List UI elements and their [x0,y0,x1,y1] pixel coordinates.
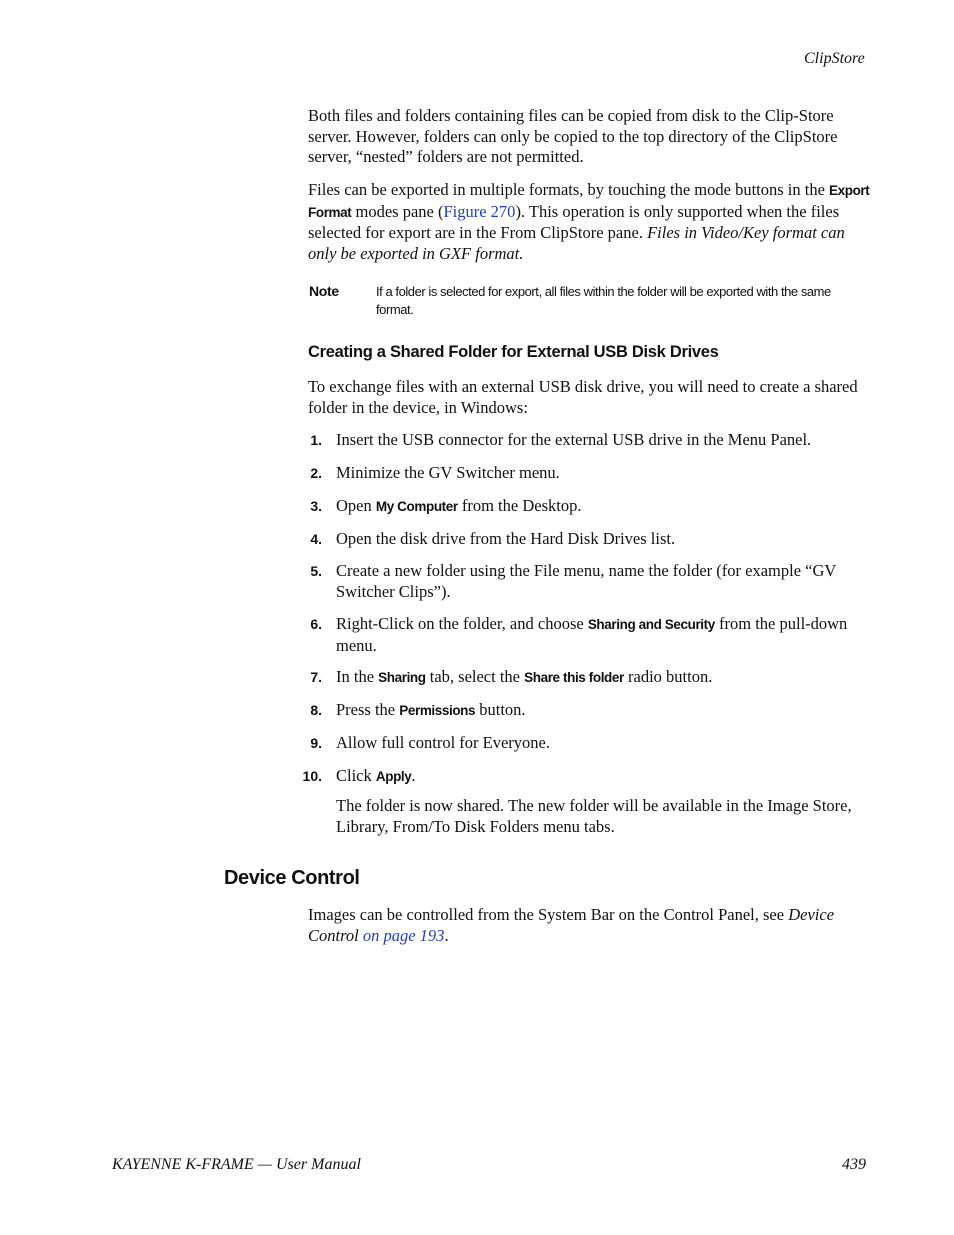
step-text: Insert the USB connector for the external USB drive in the Menu Panel. [336,430,812,449]
step-followup: The folder is now shared. The new folder will be available in the Image Store, Library, From/To Disk Folders menu tabs. [336,796,852,836]
text-run: Right-Click on the folder, and choose [336,614,588,633]
text-run: Open [336,496,376,515]
sharing-security-keyword: Sharing and Security [587,617,715,632]
step-text: Create a new folder using the File menu, name the folder (for example “GV Switcher Clips”). [336,561,837,601]
page-number: 439 [842,1156,866,1173]
step-text [336,766,876,788]
step-number: 2. [310,465,322,481]
step-number: 10. [302,768,322,784]
paragraph-export-formats [308,180,873,264]
note-label: Note [309,283,339,299]
running-header: ClipStore [804,50,865,67]
subsection-intro: To exchange files with an external USB disk drive, you will need to create a shared folder in the device, in Windows: [308,377,858,417]
text-run: Click [336,766,376,785]
italic-note: Files in Video/Key format can only be exported in GXF format. [308,223,845,263]
section-heading: Device Control [224,867,360,889]
share-folder-keyword: Share this folder [524,670,624,685]
note-text: If a folder is selected for export, all files within the folder will be exported with the same format. [376,284,831,317]
text-run: from the pull-down menu. [336,614,848,655]
step-text [336,667,876,689]
step-number: 8. [310,702,322,718]
step-text: Allow full control for Everyone. [336,733,550,752]
text-run: Files can be exported in multiple formats, by touching the mode buttons in the [308,180,830,199]
text-run: radio button. [623,667,713,686]
text-run: modes pane ( [351,201,444,221]
step-text [336,496,876,518]
step-text: Minimize the GV Switcher menu. [336,463,560,482]
step-number: 3. [310,498,322,514]
text-run: . [444,925,449,945]
italic-ref: Device Control [308,905,835,945]
sharing-tab-keyword: Sharing [378,670,426,685]
paragraph-copy-files: Both files and folders containing files can be copied from disk to the Clip-Store server. However, folders can only be copied to the top directory of the ClipStore server, “nested” folders are not permitted. [308,106,838,167]
step-text: Open the disk drive from the Hard Disk Drives list. [336,529,676,548]
text-run: button. [475,700,526,719]
export-format-keyword: Export Format [308,183,870,220]
text-run: from the Desktop. [457,496,582,515]
device-control-paragraph [308,905,873,946]
page-link[interactable]: on page 193 [358,925,445,945]
step-number: 9. [310,735,322,751]
text-run: . [411,766,416,785]
footer-title: KAYENNE K-FRAME — User Manual [112,1156,361,1173]
figure-link[interactable]: Figure 270 [443,201,516,221]
permissions-keyword: Permissions [399,703,476,718]
step-number: 7. [310,669,322,685]
text-run: In the [336,667,379,686]
step-number: 6. [310,616,322,632]
text-run: Images can be controlled from the System Bar on the Control Panel, see [308,905,789,924]
step-text [336,614,876,656]
text-run: Press the [336,700,400,719]
step-number: 1. [310,432,322,448]
step-number: 4. [310,531,322,547]
subsection-heading: Creating a Shared Folder for External USB Disk Drives [308,343,719,361]
step-number: 5. [310,563,322,579]
step-text [336,700,876,722]
text-run: ). This operation is only supported when the files selected for export are in the From ClipStore pane. [308,201,840,243]
my-computer-keyword: My Computer [375,499,458,514]
text-run: tab, select the [425,667,525,686]
apply-keyword: Apply [375,769,412,784]
